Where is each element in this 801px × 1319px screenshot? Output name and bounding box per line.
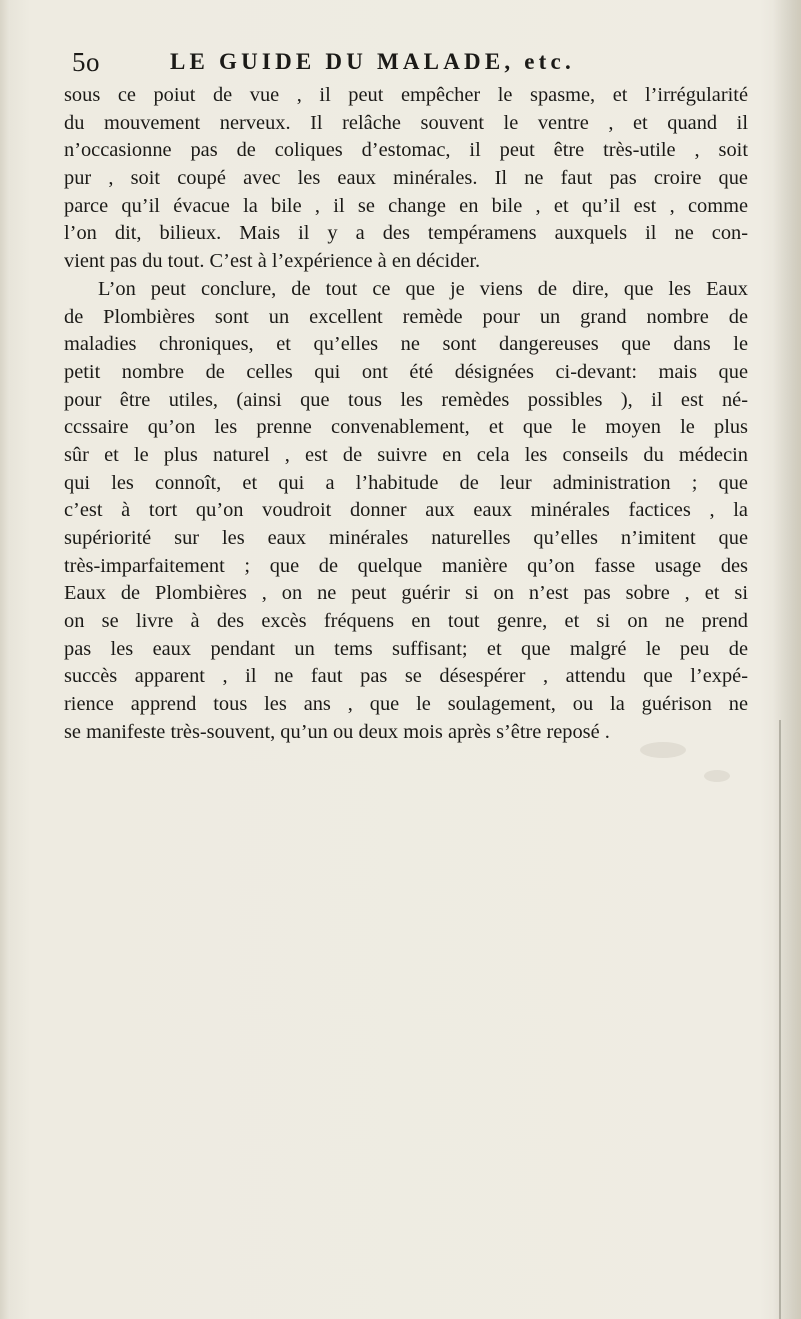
page-header xyxy=(72,44,742,84)
paper-stain xyxy=(704,770,730,782)
page-binding-shadow xyxy=(779,720,781,1319)
text-line: succès apparent , il ne faut pas se désespérer , attendu que l’expé- xyxy=(64,665,748,688)
text-line: Eaux de Plombières , on ne peut guérir si on n’est pas sobre , et si xyxy=(64,582,748,605)
body-text xyxy=(64,82,748,747)
text-line: ccssaire qu’on les prenne convenablement, et que le moyen le plus xyxy=(64,416,748,439)
text-line: qui les connoît, et qui a l’habitude de leur administration ; que xyxy=(64,471,748,494)
text-line: pas les eaux pendant un tems suffisant; et que malgré le peu de xyxy=(64,637,748,660)
text-line: supériorité sur les eaux minérales naturelles qu’elles n’imitent que xyxy=(64,527,748,549)
text-line: rience apprend tous les ans , que le soulagement, ou la guérison ne xyxy=(64,693,748,716)
text-line: c’est à tort qu’on voudroit donner aux eaux minérales factices , la xyxy=(64,499,748,522)
page-left-edge xyxy=(0,0,10,1319)
text-line: du mouvement nerveux. Il relâche souvent le ventre , et quand il xyxy=(64,111,748,134)
text-line: n’occasionne pas de coliques d’estomac, il peut être très-utile , soit xyxy=(64,139,748,162)
text-line: on se livre à des excès fréquens en tout genre, et si on ne prend xyxy=(64,610,748,633)
text-line: sous ce poiut de vue , il peut empêcher le spasme, et l’irrégularité xyxy=(64,84,748,106)
running-title: LE GUIDE DU MALADE, etc. xyxy=(170,49,575,74)
text-line: de Plombières sont un excellent remède pour un grand nombre de xyxy=(64,305,748,328)
text-line: sûr et le plus naturel , est de suivre en cela les conseils du médecin xyxy=(64,443,748,466)
text-line: très-imparfaitement ; que de quelque manière qu’on fasse usage des xyxy=(64,554,748,577)
page-number: 5o xyxy=(72,47,100,77)
text-line: petit nombre de celles qui ont été désignées ci-devant: mais que xyxy=(64,360,748,383)
text-line: se manifeste très-souvent, qu’un ou deux mois après s’être reposé . xyxy=(64,720,610,743)
text-line: l’on dit, bilieux. Mais il y a des tempéramens auxquels il ne con- xyxy=(64,222,748,245)
paragraph-first-line: L’on peut conclure, de tout ce que je viens de dire, que les Eaux xyxy=(98,277,748,300)
text-line: pour être utiles, (ainsi que tous les remèdes possibles ), il est né- xyxy=(64,388,748,411)
text-line: parce qu’il évacue la bile , il se change en bile , et qu’il est , comme xyxy=(64,194,748,217)
page-right-edge xyxy=(773,0,801,1319)
text-line: pur , soit coupé avec les eaux minérales. Il ne faut pas croire que xyxy=(64,167,748,190)
text-line: vient pas du tout. C’est à l’expérience à en décider. xyxy=(64,250,481,273)
text-line: maladies chroniques, et qu’elles ne sont dangereuses que dans le xyxy=(64,333,748,356)
